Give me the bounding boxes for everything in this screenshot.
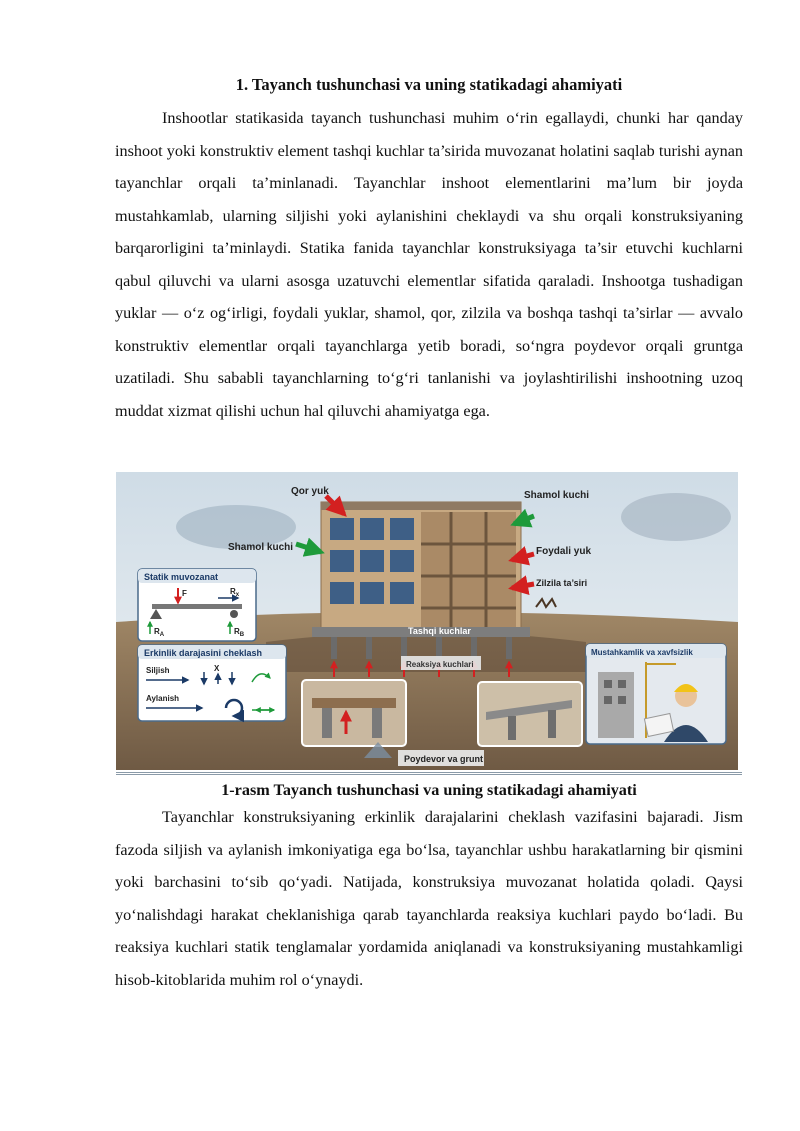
label-useful-load: Foydali yuk: [536, 546, 592, 557]
label-snow-load: Qor yuk: [291, 486, 329, 497]
figure-divider: [116, 772, 742, 775]
label-seismic: Zilzila ta’siri: [536, 578, 588, 588]
static-ra-label: R: [154, 627, 160, 636]
static-rb-subscript: B: [239, 632, 245, 638]
figure-caption: 1-rasm Tayanch tushunchasi va uning statikadagi ahamiyati: [221, 781, 637, 799]
strength-panel-title: Mustahkamlik va xavfsizlik: [591, 648, 693, 657]
panel-dof-restriction: [138, 645, 286, 721]
static-rx-subscript: x: [235, 592, 240, 598]
support-photo-left: [302, 680, 406, 746]
cloud-right: [621, 493, 731, 541]
support-photo-middle: [478, 682, 582, 746]
illustration-svg: [116, 472, 738, 770]
label-foundation: Poydevor va grunt: [404, 754, 484, 764]
dof-axis-x-label: X: [214, 664, 220, 673]
dof-translation-label: Siljish: [146, 666, 170, 675]
label-external-forces: Tashqi kuchlar: [408, 626, 471, 636]
static-rx-label: R: [230, 587, 236, 596]
label-wind-right: Shamol kuchi: [524, 490, 590, 501]
paragraph-intro: Inshootlar statikasida tayanch tushunchasi muhim o‘rin egallaydi, chunki har qanday inshoot yoki konstruktiv element tashqi kuchlar ta’sirida muvozanat holatini saqlab turishi aynan tayanchlar orqali ta’minlanadi. Tayanchlar inshoot elementlarini ma’lum bir joyda mustahkamlab, ularning siljishi yoki aylanishini cheklaydi va shu orqali konstruksiyaning barqarorligini ta’minlaydi. Statika fanida tayanchlar konstruksiyaga ta’sir etuvchi kuchlarni qabul qiluvchi va ularni asosga uzatuvchi elementlar sifatida qaraladi. Inshootga tushadigan yuklar — o‘z og‘irligi, foydali yuklar, shamol, qor, zilzila va boshqa tashqi ta’sirlar — avvalo konstruktiv elementlar orqali tayanchlarga yetib boradi, so‘ngra poydevor orqali gruntga uzatiladi. Shu sababli tayanchlarning to‘g‘ri tanlanishi va joylashtirilishi inshootning uzoq muddat xizmat qilishi uchun hal qiluvchi ahamiyatga ega.: [115, 109, 743, 420]
static-rb-label: R: [234, 627, 240, 636]
static-force-label: F: [182, 589, 187, 598]
paragraph-degrees-of-freedom: Tayanchlar konstruksiyaning erkinlik darajalarini cheklash vazifasini bajaradi. Jism fazoda siljish va aylanish imkoniyatiga ega bo‘lsa, tayanchlar ushbu harakatlarning bir qismini yoki barchasini to‘sib qo‘yadi. Natijada, konstruksiya muvozanat holatida qoladi. Qaysi yo‘nalishdagi harakat cheklanishiga qarab tayanchlarda reaksiya kuchlari paydo bo‘ladi. Bu reaksiya kuchlari statik tenglamalar yordamida aniqlanadi va konstruksiyaning mustahkamligi hisob-kitoblarida muhim rol o‘ynaydi.: [115, 808, 743, 989]
static-ra-subscript: A: [159, 632, 165, 638]
figure-supports-illustration: [116, 472, 738, 770]
dof-panel-title: Erkinlik darajasini cheklash: [144, 648, 263, 658]
static-panel-title: Statik muvozanat: [144, 572, 219, 582]
label-reaction-forces: Reaksiya kuchlari: [406, 660, 474, 669]
label-wind-left: Shamol kuchi: [228, 542, 294, 553]
panel-strength-safety: [586, 644, 726, 744]
section-heading: 1. Tayanch tushunchasi va uning statikadagi ahamiyati: [235, 75, 623, 94]
dof-rotation-label: Aylanish: [146, 694, 180, 703]
panel-static-equilibrium: [138, 569, 256, 641]
